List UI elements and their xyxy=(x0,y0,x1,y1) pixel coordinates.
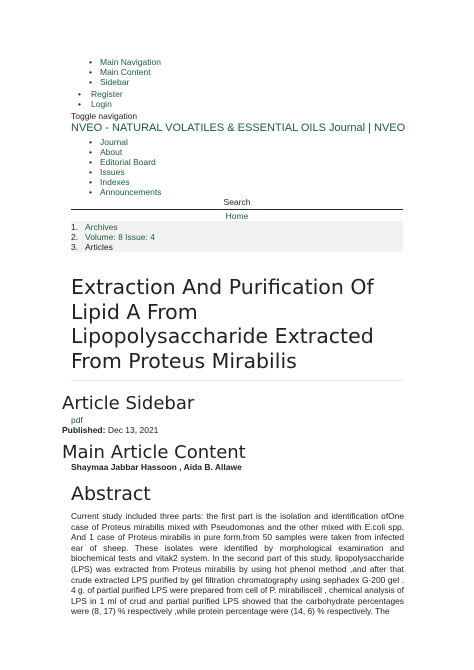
breadcrumb-number: 3. xyxy=(71,242,79,252)
header-divider xyxy=(71,209,403,210)
nav-item-about[interactable]: • About xyxy=(100,147,161,157)
nav-item-editorial-board[interactable]: • Editorial Board xyxy=(100,157,161,167)
pdf-download-link[interactable]: pdf xyxy=(71,415,83,425)
site-title-link[interactable]: NVEO - NATURAL VOLATILES & ESSENTIAL OILS Journal | NVEO xyxy=(71,122,406,134)
search-link[interactable]: Search xyxy=(223,197,251,207)
nav-item-issues[interactable]: • Issues xyxy=(100,167,161,177)
register-link[interactable]: • Register xyxy=(91,89,123,99)
title-divider xyxy=(71,380,403,381)
main-article-content-heading: Main Article Content xyxy=(62,442,246,463)
toggle-navigation-button[interactable]: Toggle navigation xyxy=(71,111,138,121)
abstract-heading: Abstract xyxy=(71,483,151,505)
nav-item-indexes[interactable]: • Indexes xyxy=(100,177,161,187)
published-date: Published: Dec 13, 2021 xyxy=(62,425,159,435)
main-navigation xyxy=(100,137,161,197)
home-link[interactable]: Home xyxy=(225,211,249,221)
skip-link-main-navigation[interactable]: • Main Navigation xyxy=(100,57,161,67)
nav-item-announcements[interactable]: • Announcements xyxy=(100,187,161,197)
login-link[interactable]: • Login xyxy=(91,99,123,109)
nav-item-journal[interactable]: • Journal xyxy=(100,137,161,147)
article-authors: Shaymaa Jabbar Hassoon , Aida B. Allawe xyxy=(71,462,242,472)
breadcrumb-number: 2. xyxy=(71,232,79,242)
article-sidebar-heading: Article Sidebar xyxy=(62,393,195,414)
article-title: Extraction And Purification Of Lipid A From Lipopolysaccharide Extracted From Proteus Mirabilis xyxy=(71,275,374,373)
breadcrumb-item-volume[interactable]: 2. Volume: 8 Issue: 4 xyxy=(71,232,155,242)
skip-link-main-content[interactable]: • Main Content xyxy=(100,67,161,77)
breadcrumb-number: 1. xyxy=(71,222,79,232)
abstract-text: Current study included three parts: the first part is the isolation and identification ofOne case of Proteus mirabilis mixed with Pseudomonas and the other mixed with E.coli spp. And 1 case of Proteus mirabilis in pure form.from 50 samples were taken from infected ear of sheep. These isolates were identified by morphological examination and biochemical tests and vitak2 system. In the second part of this study, lipopolysaccharide (LPS) was extracted from Proteus mirabilis by using hot phenol method ,and after that crude extracted LPS purified by gel filtration chromatography using sephadex G-200 gel . 4 g. of partial purified LPS were prepared from cell of P. mirabiliscell , chemical analysis of LPS in 1 ml of crud and partial purified LPS showed that the carbohydrate percentages were (8, 17) % respectively ,while protein percentage were (14, 6) % respectively. The xyxy=(71,511,404,617)
skip-links xyxy=(100,57,161,87)
user-links xyxy=(91,89,123,109)
breadcrumb-item-articles: 3. Articles xyxy=(71,242,113,252)
skip-link-sidebar[interactable]: • Sidebar xyxy=(100,77,161,87)
breadcrumb-item-archives[interactable]: 1. Archives xyxy=(71,222,118,232)
breadcrumb xyxy=(71,221,403,252)
